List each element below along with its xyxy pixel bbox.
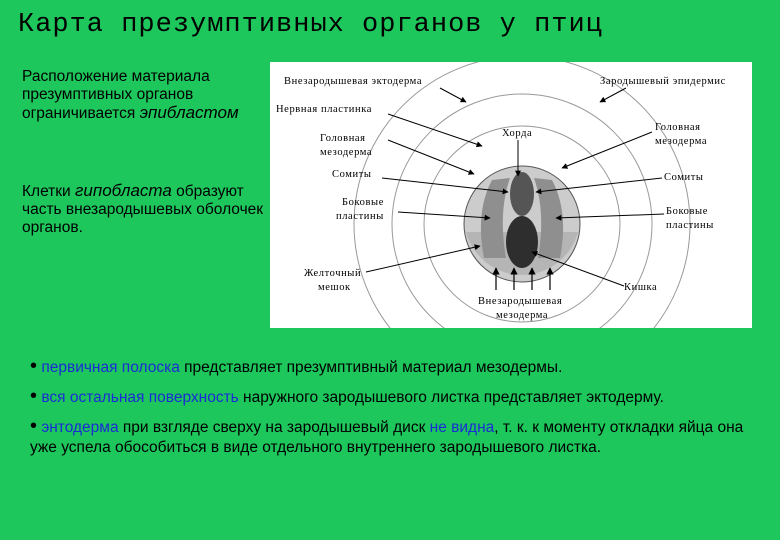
- hypoblast-paragraph: [22, 182, 267, 237]
- label-extra-ectoderm: Внезародышевая эктодерма: [284, 76, 423, 87]
- label-yolk-sac-1: Желточный: [304, 268, 362, 279]
- bullet-text: представляет презумптивный материал мезодермы.: [179, 359, 563, 376]
- bullet-item-surface: [30, 386, 760, 408]
- hypoblast-text-start: Клетки: [22, 183, 76, 200]
- label-lateral-left-1: Боковые: [342, 197, 384, 208]
- bullet-dot-icon: •: [30, 355, 38, 377]
- bullet-list: [30, 356, 760, 466]
- bullet-text: при взгляде сверху на зародышевый диск: [118, 419, 430, 436]
- epiblast-paragraph: [22, 68, 267, 123]
- label-head-mesoderm-left-2: мезодерма: [320, 147, 373, 158]
- bullet-item-primitive-streak: [30, 356, 760, 378]
- label-embryonic-epidermis: Зародышевый эпидермис: [600, 76, 726, 87]
- bullet-highlight: первичная полоска: [41, 359, 180, 376]
- bullet-text: наружного зародышевого листка представляет эктодерму.: [238, 389, 664, 406]
- leader-extra-ectoderm: [440, 88, 466, 102]
- label-lateral-right-2: пластины: [666, 220, 714, 231]
- epiblast-text: Расположение материала презумптивных органов ограничивается: [22, 68, 210, 122]
- leader-yolk-sac: [366, 246, 480, 272]
- presumptive-organ-map-diagram: [270, 62, 752, 328]
- label-yolk-sac-2: мешок: [318, 282, 351, 293]
- bullet-highlight-2: не видна: [429, 419, 495, 436]
- leader-embryonic-epidermis: [600, 88, 626, 102]
- label-somites-left: Сомиты: [332, 169, 372, 180]
- label-chord: Хорда: [502, 128, 533, 139]
- bullet-highlight: вся остальная поверхность: [41, 389, 239, 406]
- label-somites-right: Сомиты: [664, 172, 704, 183]
- label-neural-plate: Нервная пластинка: [276, 104, 372, 115]
- bullet-dot-icon: •: [30, 415, 38, 437]
- bullet-dot-icon: •: [30, 385, 38, 407]
- label-head-mesoderm-left-1: Головная: [320, 133, 366, 144]
- label-lateral-left-2: пластины: [336, 211, 384, 222]
- label-head-mesoderm-right-2: мезодерма: [655, 136, 708, 147]
- label-lateral-right-1: Боковые: [666, 206, 708, 217]
- hypoblast-text-end: образуют часть внезародышевых оболочек органов.: [22, 183, 264, 236]
- hypoblast-term: гипобласта: [75, 181, 172, 200]
- epiblast-term: эпибластом: [139, 103, 239, 122]
- label-gut: Кишка: [624, 282, 658, 293]
- leader-head-mesoderm-left: [388, 140, 474, 174]
- bullet-highlight: энтодерма: [41, 419, 119, 436]
- label-extra-mesoderm-1: Внезародышевая: [478, 296, 563, 307]
- notochord-region: [510, 172, 534, 216]
- page-title: Карта презумптивных органов у птиц: [18, 10, 603, 40]
- leader-head-mesoderm-right: [562, 132, 652, 168]
- bullet-text-end: , т. к. к моменту откладки яйца она уже успела обособиться в виде отдельного внутреннего зародышевого листка.: [30, 419, 744, 456]
- label-head-mesoderm-right-1: Головная: [655, 122, 701, 133]
- presumptive-organ-map-figure: [270, 62, 752, 328]
- label-extra-mesoderm-2: мезодерма: [496, 310, 549, 321]
- bullet-item-endoderm: [30, 416, 760, 458]
- leader-neural-plate: [388, 114, 482, 146]
- gut-region: [506, 216, 538, 268]
